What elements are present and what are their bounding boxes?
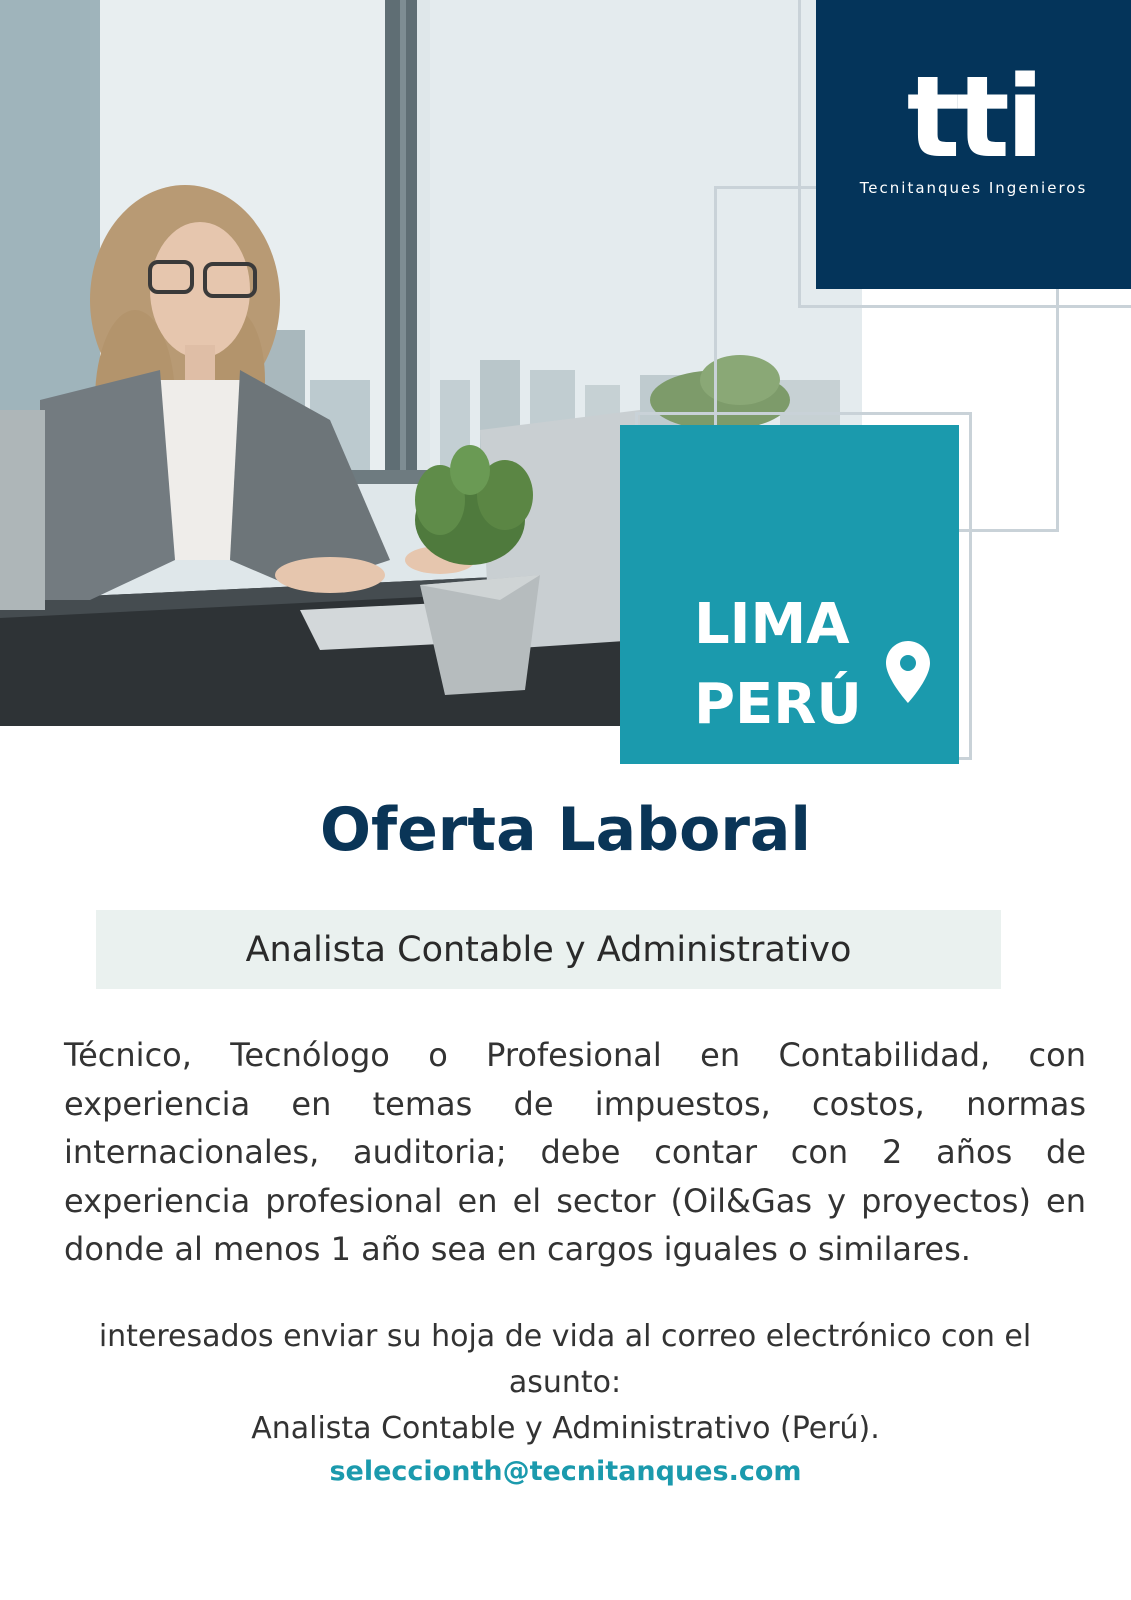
location-country: PERÚ xyxy=(694,672,862,737)
logo-mark: tti xyxy=(906,53,1041,183)
job-description: Técnico, Tecnólogo o Profesional en Contabilidad, con experiencia en temas de impuestos, costos, normas internacionales, auditoria; debe contar con 2 años de experiencia profesional en el sector (Oil&Gas y proyectos) en donde al menos 1 año sea en cargos iguales o similares. xyxy=(64,1036,1086,1268)
email-subject-line: Analista Contable y Administrativo (Perú). xyxy=(251,1411,880,1446)
application-instructions: interesados enviar su hoja de vida al correo electrónico con el asunto: xyxy=(98,1319,1032,1400)
job-role xyxy=(96,910,1001,989)
page-title: Oferta Laboral xyxy=(320,795,811,865)
location-city: LIMA xyxy=(694,592,850,657)
company-logo xyxy=(816,0,1131,289)
contact-email-link[interactable]: seleccionth@tecnitanques.com xyxy=(329,1456,802,1487)
company-name: Tecnitanques Ingenieros xyxy=(859,179,1088,197)
location-text xyxy=(694,585,862,745)
job-role-label: Analista Contable y Administrativo xyxy=(245,929,852,970)
location-badge xyxy=(620,425,959,764)
map-pin-icon xyxy=(886,641,930,703)
